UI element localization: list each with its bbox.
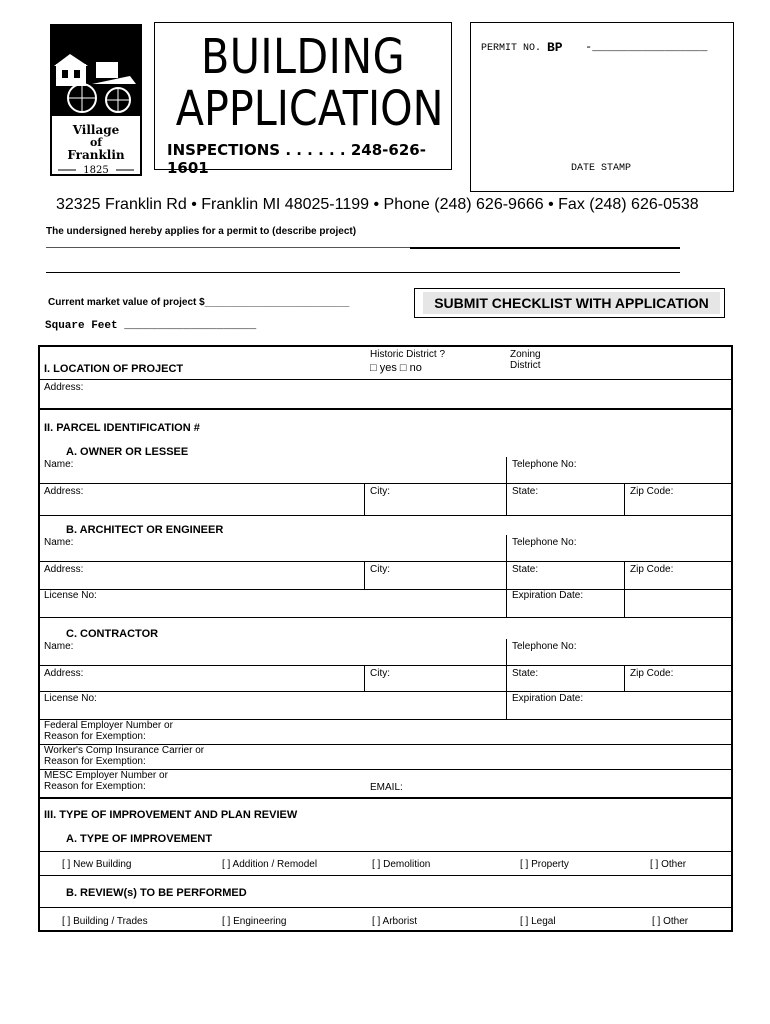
reviews-title: B. REVIEW(s) TO BE PERFORMED [66, 887, 247, 899]
mesc-exemption-label: Reason for Exemption: [44, 781, 146, 792]
review-other[interactable]: [ ] Other [652, 916, 689, 927]
section-improvement-title: III. TYPE OF IMPROVEMENT AND PLAN REVIEW [44, 809, 298, 821]
architect-state-field[interactable]: State: [512, 564, 539, 575]
district-label: District [510, 360, 541, 371]
section-location-title: I. LOCATION OF PROJECT [44, 363, 184, 375]
project-description-label: The undersigned hereby applies for a permit to (describe project) [46, 226, 357, 237]
logo-village-text: Village [72, 123, 120, 137]
architect-license-field[interactable]: License No: [44, 590, 97, 601]
owner-zip-field[interactable]: Zip Code: [630, 486, 674, 497]
historic-district-label: Historic District ? [370, 349, 446, 360]
market-value-field[interactable]: Current market value of project $__________________________ [48, 297, 350, 308]
federal-exemption-label: Reason for Exemption: [44, 731, 146, 742]
contractor-zip-field[interactable]: Zip Code: [630, 668, 674, 679]
option-new-building[interactable]: [ ] New Building [62, 859, 132, 870]
architect-expiration-field[interactable]: Expiration Date: [512, 590, 584, 601]
title-application: APPLICATION [175, 81, 444, 137]
permit-number-field[interactable]: -________________ [585, 40, 708, 54]
contractor-name-field[interactable]: Name: [44, 641, 74, 652]
description-line-1b[interactable] [410, 247, 680, 249]
location-address-field[interactable]: Address: [44, 382, 84, 393]
permit-number-label: PERMIT NO. [481, 43, 542, 54]
permit-prefix: BP [547, 40, 563, 55]
review-legal[interactable]: [ ] Legal [520, 916, 556, 927]
review-engineering[interactable]: [ ] Engineering [222, 916, 287, 927]
owner-address-field[interactable]: Address: [44, 486, 84, 497]
zoning-label: Zoning [510, 349, 541, 360]
owner-city-field[interactable]: City: [370, 486, 390, 497]
submit-checklist-notice [414, 288, 725, 318]
logo-of-text: of [89, 136, 103, 149]
contractor-expiration-field[interactable]: Expiration Date: [512, 693, 584, 704]
logo-year-text: 1825 [83, 165, 109, 174]
contractor-title: C. CONTRACTOR [66, 628, 159, 640]
carriage-seal-icon [52, 26, 140, 174]
option-property[interactable]: [ ] Property [520, 859, 569, 870]
owner-telephone-field[interactable]: Telephone No: [512, 459, 577, 470]
description-line-1a[interactable] [46, 247, 410, 248]
architect-telephone-field[interactable]: Telephone No: [512, 537, 577, 548]
permit-box [470, 22, 734, 192]
improvement-type-title: A. TYPE OF IMPROVEMENT [66, 833, 213, 845]
option-addition-remodel[interactable]: [ ] Addition / Remodel [222, 859, 318, 870]
submit-checklist-text: SUBMIT CHECKLIST WITH APPLICATION [423, 292, 720, 314]
contractor-license-field[interactable]: License No: [44, 693, 97, 704]
contractor-city-field[interactable]: City: [370, 668, 390, 679]
review-arborist[interactable]: [ ] Arborist [372, 916, 418, 927]
inspections-phone: INSPECTIONS . . . . . . 248-626-1601 [167, 141, 426, 177]
village-logo [50, 24, 142, 176]
square-feet-field[interactable]: Square Feet ____________________ [45, 320, 257, 332]
application-form [38, 345, 733, 932]
option-other-improvement[interactable]: [ ] Other [650, 859, 687, 870]
workers-comp-field[interactable] [44, 745, 204, 767]
section-parcel-title: II. PARCEL IDENTIFICATION # [44, 422, 200, 434]
date-stamp-label: DATE STAMP [571, 163, 632, 174]
workers-exemption-label: Reason for Exemption: [44, 756, 146, 767]
contractor-address-field[interactable]: Address: [44, 668, 84, 679]
historic-district-options[interactable]: □ yes □ no [370, 362, 422, 374]
federal-employer-label: Federal Employer Number or [44, 720, 173, 731]
owner-title: A. OWNER OR LESSEE [66, 446, 189, 458]
architect-address-field[interactable]: Address: [44, 564, 84, 575]
owner-state-field[interactable]: State: [512, 486, 539, 497]
logo-franklin-text: Franklin [67, 148, 125, 162]
village-address: 32325 Franklin Rd • Franklin MI 48025-1199 • Phone (248) 626-9666 • Fax (248) 626-0538 [56, 196, 699, 213]
owner-name-field[interactable]: Name: [44, 459, 74, 470]
title-box [154, 22, 452, 177]
mesc-employer-field[interactable] [44, 770, 168, 792]
architect-name-field[interactable]: Name: [44, 537, 74, 548]
contractor-telephone-field[interactable]: Telephone No: [512, 641, 577, 652]
mesc-employer-label: MESC Employer Number or [44, 770, 168, 781]
federal-employer-field[interactable] [44, 720, 173, 742]
title-building: BUILDING [201, 29, 405, 85]
contractor-state-field[interactable]: State: [512, 668, 539, 679]
architect-city-field[interactable]: City: [370, 564, 390, 575]
description-line-2[interactable] [46, 272, 680, 273]
email-field[interactable]: EMAIL: [370, 782, 403, 793]
workers-comp-label: Worker's Comp Insurance Carrier or [44, 745, 205, 756]
architect-title: B. ARCHITECT OR ENGINEER [66, 524, 224, 536]
option-demolition[interactable]: [ ] Demolition [372, 859, 431, 870]
review-building-trades[interactable]: [ ] Building / Trades [62, 916, 148, 927]
architect-zip-field[interactable]: Zip Code: [630, 564, 674, 575]
